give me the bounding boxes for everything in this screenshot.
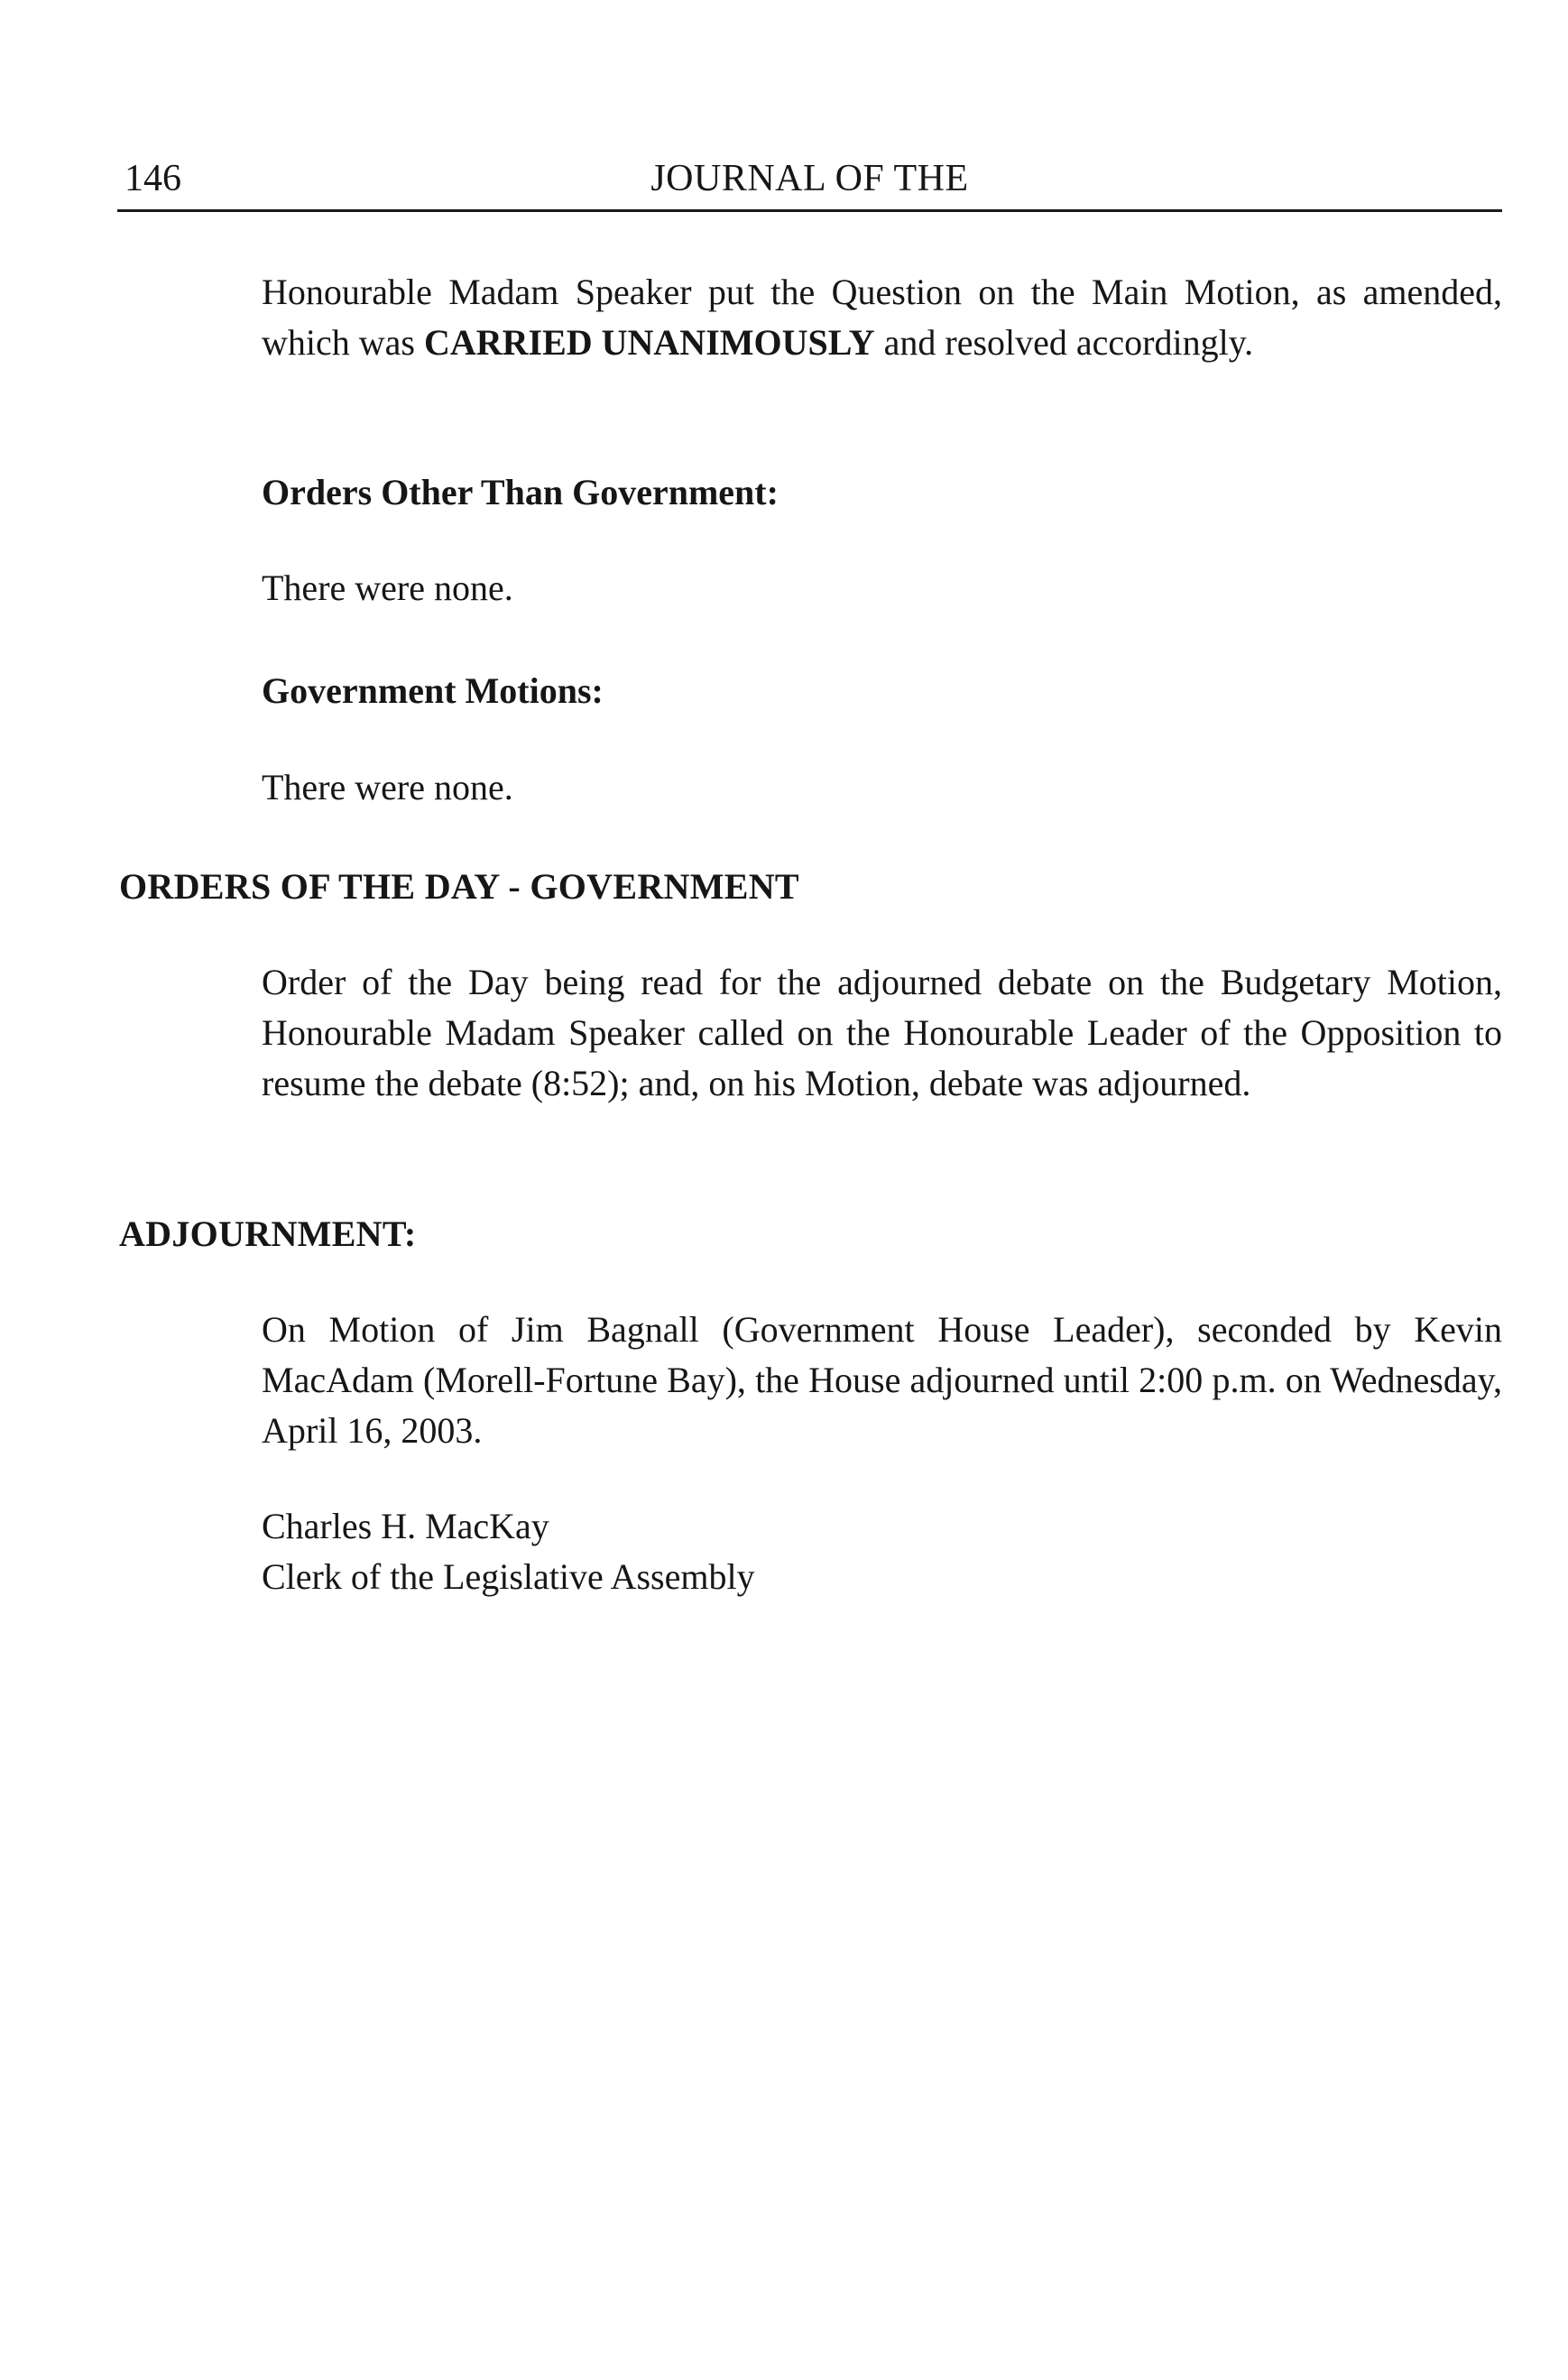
orders-of-the-day-heading: ORDERS OF THE DAY - GOVERNMENT: [119, 866, 799, 907]
adjournment-heading: ADJOURNMENT:: [119, 1213, 417, 1254]
order-of-the-day-paragraph: Order of the Day being read for the adjourned debate on the Budgetary Motion, Honourable Madam Speaker called on the Honourable Leader of the Opposition to resume the debate (8:52); and, on his Motion, debate was adjourned.: [262, 962, 1502, 1103]
carried-unanimously-text: CARRIED UNANIMOUSLY: [423, 322, 875, 363]
signature-title: Clerk of the Legislative Assembly: [262, 1556, 755, 1597]
signature-block: [262, 1501, 1502, 1602]
orders-other-none-text: There were none.: [262, 567, 513, 608]
main-motion-paragraph: [262, 267, 1502, 368]
government-motions-none-text: There were none.: [262, 767, 513, 807]
main-motion-text-start: Honourable Madam Speaker put the Question on the Main Motion, as amended, which was: [262, 272, 1502, 363]
government-motions-heading: Government Motions:: [262, 670, 604, 711]
page-header: [117, 155, 1502, 212]
adjournment-paragraph: On Motion of Jim Bagnall (Government House Leader), seconded by Kevin MacAdam (Morell-Fortune Bay), the House adjourned until 2:00 p.m. on Wednesday, April 16, 2003.: [262, 1309, 1502, 1451]
running-title: JOURNAL OF THE: [650, 158, 969, 199]
page-number: 146: [125, 158, 181, 199]
orders-other-than-government-heading: Orders Other Than Government:: [262, 472, 779, 512]
signature-name: Charles H. MacKay: [262, 1506, 549, 1546]
main-motion-text-end: and resolved accordingly.: [874, 322, 1254, 363]
